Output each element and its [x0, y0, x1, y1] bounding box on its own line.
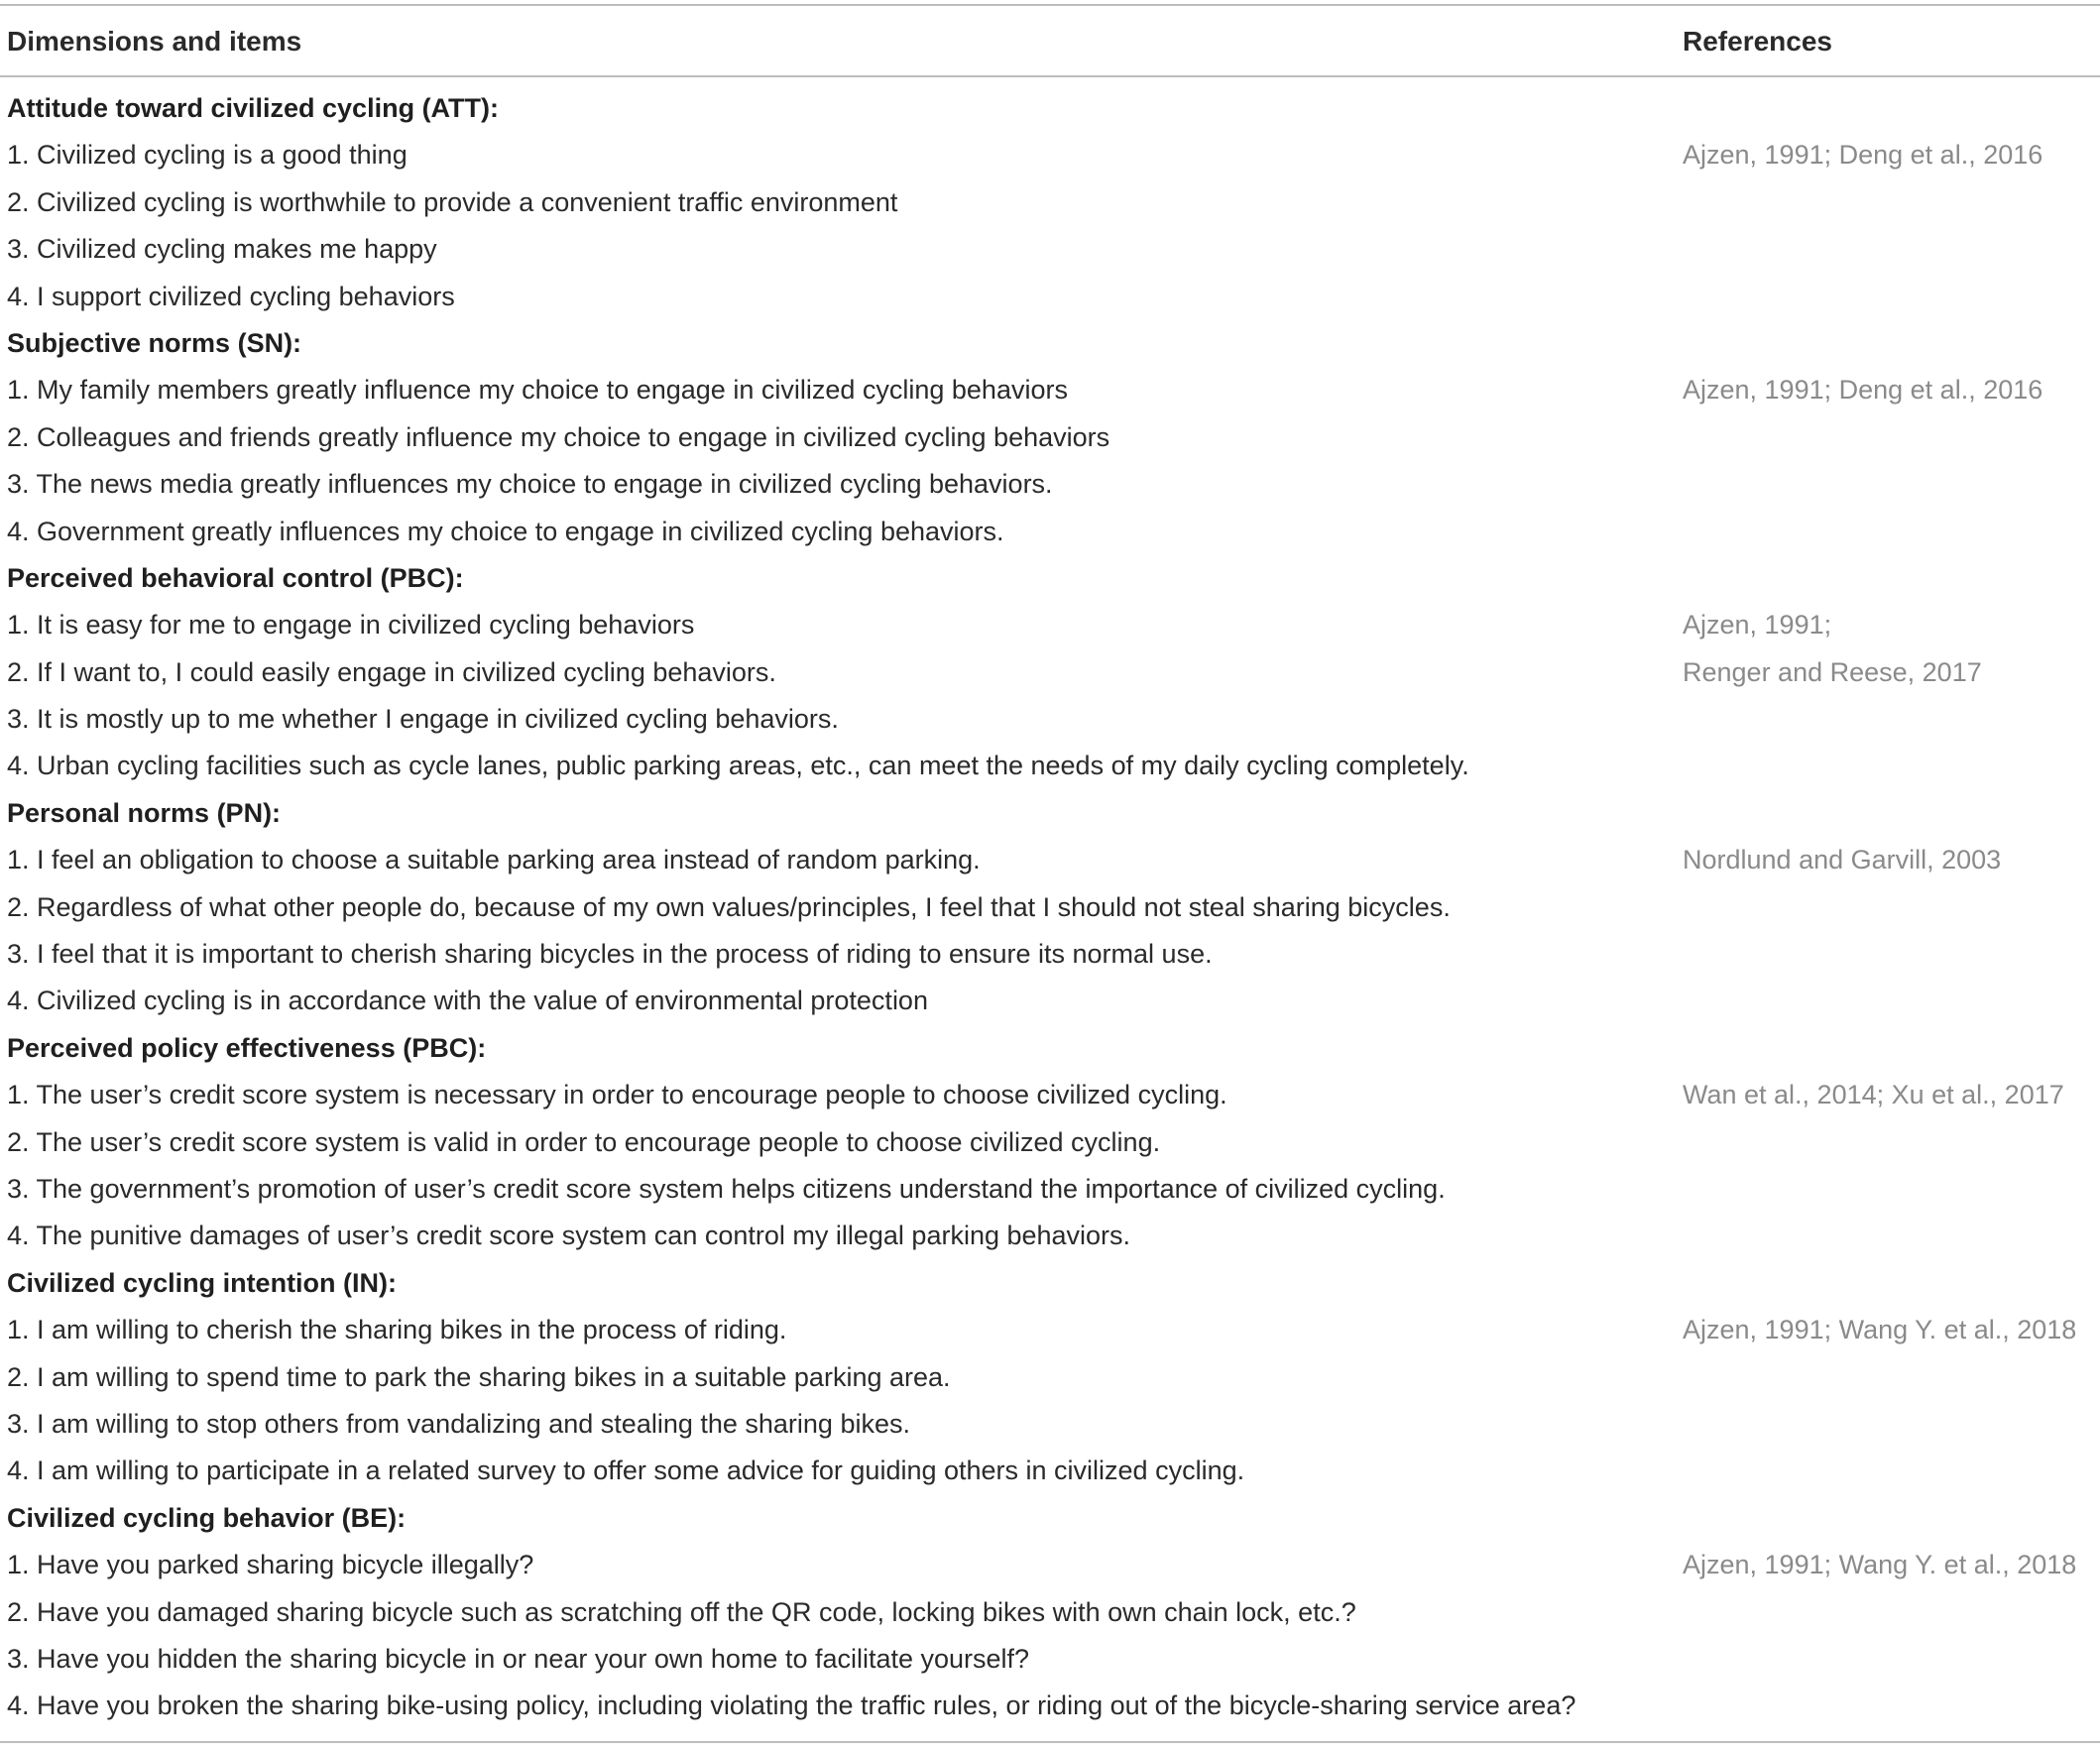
item-text: 3. The government’s promotion of user’s credit score system helps citizens understand the importance of civilized cycling. — [7, 1173, 1446, 1204]
item-text: 1. I am willing to cherish the sharing bikes in the process of riding. — [7, 1315, 787, 1345]
table-row — [0, 1213, 2100, 1259]
item-text: 4. Urban cycling facilities such as cycle lanes, public parking areas, etc., can meet the needs of my daily cycling completely. — [7, 751, 1469, 781]
table-row — [0, 1636, 2100, 1683]
dimension-heading-row — [0, 320, 2100, 367]
table-row — [0, 132, 2100, 178]
item-text: 2. Regardless of what other people do, because of my own values/principles, I feel that I should not steal sharing bicycles. — [7, 891, 1451, 922]
item-text: 2. I am willing to spend time to park the sharing bikes in a suitable parking area. — [7, 1361, 951, 1392]
table-row — [0, 1166, 2100, 1213]
item-text: 3. Civilized cycling makes me happy — [7, 234, 437, 265]
dimension-heading: Perceived policy effectiveness (PBC): — [7, 1032, 487, 1063]
table-row — [0, 461, 2100, 508]
table-row — [0, 884, 2100, 931]
reference-cell: Ajzen, 1991; Deng et al., 2016 — [1683, 140, 2043, 171]
dimension-heading: Civilized cycling intention (IN): — [7, 1267, 398, 1298]
table-row — [0, 602, 2100, 648]
item-text: 3. It is mostly up to me whether I engage in civilized cycling behaviors. — [7, 704, 839, 735]
item-text: 2. Colleagues and friends greatly influence my choice to engage in civilized cycling behaviors — [7, 421, 1110, 452]
item-text: 2. Civilized cycling is worthwhile to provide a convenient traffic environment — [7, 186, 898, 217]
table-row — [0, 1448, 2100, 1494]
table-row — [0, 1401, 2100, 1448]
table-row — [0, 179, 2100, 226]
reference-cell: Ajzen, 1991; Wang Y. et al., 2018 — [1683, 1315, 2077, 1345]
dimension-heading-row — [0, 1260, 2100, 1307]
dimension-heading-row — [0, 85, 2100, 132]
item-text: 4. I support civilized cycling behaviors — [7, 281, 455, 311]
table-row — [0, 1354, 2100, 1401]
table-row — [0, 978, 2100, 1024]
item-text: 2. The user’s credit score system is valid in order to encourage people to choose civilized cycling. — [7, 1126, 1161, 1157]
table-row — [0, 837, 2100, 883]
item-text: 2. Have you damaged sharing bicycle such as scratching off the QR code, locking bikes with own chain lock, etc.? — [7, 1596, 1356, 1627]
table-row — [0, 1119, 2100, 1166]
item-text: 4. The punitive damages of user’s credit score system can control my illegal parking behaviors. — [7, 1221, 1131, 1251]
reference-cell: Ajzen, 1991; Deng et al., 2016 — [1683, 375, 2043, 406]
item-text: 1. Have you parked sharing bicycle illegally? — [7, 1550, 534, 1580]
table-row — [0, 1589, 2100, 1636]
item-text: 4. Civilized cycling is in accordance with the value of environmental protection — [7, 986, 928, 1016]
table-row — [0, 743, 2100, 789]
table-row — [0, 1307, 2100, 1353]
table-body — [0, 85, 2100, 1730]
table-row — [0, 1683, 2100, 1729]
table-header-row — [0, 6, 2100, 75]
dimension-heading: Attitude toward civilized cycling (ATT): — [7, 93, 500, 123]
item-text: 3. I am willing to stop others from vandalizing and stealing the sharing bikes. — [7, 1408, 910, 1439]
table-row — [0, 226, 2100, 273]
dimension-heading-row — [0, 1025, 2100, 1072]
item-text: 1. The user’s credit score system is necessary in order to encourage people to choose civilized cycling. — [7, 1080, 1227, 1110]
table-bottom-rule — [0, 1741, 2100, 1743]
table-row — [0, 1542, 2100, 1588]
table-row — [0, 696, 2100, 743]
reference-cell: Nordlund and Garvill, 2003 — [1683, 845, 2002, 875]
item-text: 3. I feel that it is important to cherish sharing bicycles in the process of riding to ensure its normal use. — [7, 939, 1213, 970]
reference-cell: Wan et al., 2014; Xu et al., 2017 — [1683, 1080, 2064, 1110]
dimension-heading-row — [0, 1495, 2100, 1542]
column-header-references: References — [1683, 26, 1832, 57]
dimension-heading: Perceived behavioral control (PBC): — [7, 562, 464, 593]
table-row — [0, 367, 2100, 413]
dimension-heading-row — [0, 790, 2100, 837]
item-text: 1. I feel an obligation to choose a suitable parking area instead of random parking. — [7, 845, 981, 875]
item-text: 3. Have you hidden the sharing bicycle in or near your own home to facilitate yourself? — [7, 1643, 1030, 1674]
item-text: 2. If I want to, I could easily engage in civilized cycling behaviors. — [7, 656, 776, 687]
dimension-heading: Personal norms (PN): — [7, 797, 282, 828]
table-row — [0, 649, 2100, 696]
item-text: 1. My family members greatly influence my choice to engage in civilized cycling behaviors — [7, 375, 1068, 406]
dimension-heading-row — [0, 555, 2100, 602]
dimension-heading: Civilized cycling behavior (BE): — [7, 1502, 407, 1533]
reference-cell: Renger and Reese, 2017 — [1683, 656, 1982, 687]
table-row — [0, 931, 2100, 978]
reference-cell: Ajzen, 1991; — [1683, 610, 1832, 641]
item-text: 4. Government greatly influences my choice to engage in civilized cycling behaviors. — [7, 516, 1004, 546]
column-header-dimensions-items: Dimensions and items — [7, 26, 302, 57]
table-row — [0, 509, 2100, 555]
item-text: 4. I am willing to participate in a related survey to offer some advice for guiding others in civilized cycling. — [7, 1456, 1245, 1486]
item-text: 1. It is easy for me to engage in civilized cycling behaviors — [7, 610, 695, 641]
table-header-rule — [0, 75, 2100, 77]
table-row — [0, 414, 2100, 461]
reference-cell: Ajzen, 1991; Wang Y. et al., 2018 — [1683, 1550, 2077, 1580]
dimension-heading: Subjective norms (SN): — [7, 327, 302, 358]
table-row — [0, 274, 2100, 320]
item-text: 4. Have you broken the sharing bike-using policy, including violating the traffic rules, or riding out of the bicycle-sharing service area? — [7, 1690, 1576, 1721]
item-text: 1. Civilized cycling is a good thing — [7, 140, 408, 171]
item-text: 3. The news media greatly influences my choice to engage in civilized cycling behaviors. — [7, 469, 1053, 500]
table-row — [0, 1072, 2100, 1118]
